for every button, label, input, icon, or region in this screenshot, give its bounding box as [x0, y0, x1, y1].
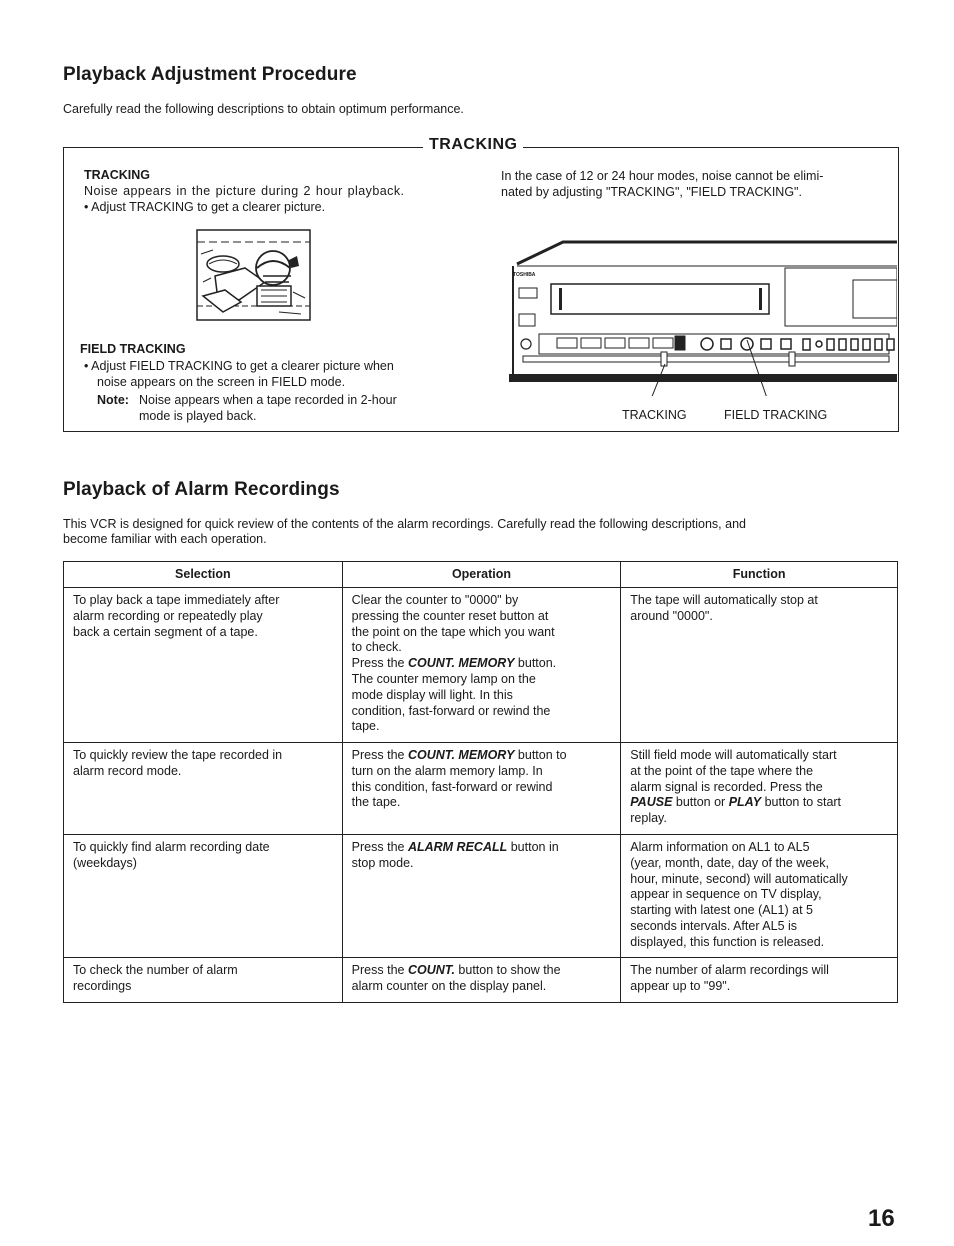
cell-line	[352, 780, 613, 796]
cell-line	[630, 795, 889, 811]
text-segment: seconds intervals. After AL5 is	[630, 918, 798, 933]
cell-function	[621, 743, 898, 835]
text-segment: button to start	[761, 795, 842, 810]
text-segment: tape.	[351, 719, 380, 734]
cell-function	[621, 588, 898, 743]
text-segment: alarm counter on the display panel.	[351, 978, 547, 993]
text-segment: Press the	[351, 748, 408, 762]
cell-line	[352, 719, 613, 735]
cell-line	[630, 979, 889, 995]
cell-line	[352, 609, 613, 625]
table-row	[64, 835, 898, 958]
text-segment: mode display will light. In this	[351, 687, 513, 702]
text-segment: The counter memory lamp on the	[351, 671, 536, 686]
cell-selection	[64, 743, 343, 835]
section-title-playback-adjustment: Playback Adjustment Procedure	[63, 64, 357, 85]
cell-line	[630, 840, 889, 856]
cell-line: alarm record mode.	[73, 763, 182, 778]
text-segment: button.	[514, 656, 557, 671]
cell-line	[630, 593, 889, 609]
page-number: 16	[868, 1205, 895, 1232]
noisy-picture-illustration	[195, 228, 313, 322]
button-name-emphasis: ALARM RECALL	[407, 840, 508, 854]
cell-operation	[342, 835, 621, 958]
text-segment: hour, minute, second) will automatically	[630, 871, 848, 886]
text-segment: The tape will automatically stop at	[630, 593, 818, 607]
cell-line	[630, 764, 889, 780]
table-row	[64, 743, 898, 835]
text-segment: Clear the counter to "0000" by	[351, 593, 519, 607]
text-segment: around "0000".	[630, 608, 713, 623]
text-segment: appear up to "99".	[630, 978, 731, 993]
text-segment: to check.	[351, 640, 402, 655]
section-title-alarm-recordings: Playback of Alarm Recordings	[63, 479, 340, 500]
cell-line: recordings	[73, 978, 132, 993]
cell-line	[352, 656, 613, 672]
text-segment: the tape.	[351, 795, 401, 810]
cell-line: To quickly find alarm recording date	[73, 840, 270, 854]
tracking-box-title: TRACKING	[423, 136, 523, 154]
text-segment: this condition, fast-forward or rewind	[351, 779, 553, 794]
text-segment: at the point of the tape where the	[630, 763, 814, 778]
section2-intro-line1: This VCR is designed for quick review of the contents of the alarm recordings. Carefully read the following descriptions, and	[63, 517, 746, 531]
text-segment: condition, fast-forward or rewind the	[351, 703, 551, 718]
text-segment: the point on the tape which you want	[351, 624, 555, 639]
text-segment: Alarm information on AL1 to AL5	[630, 840, 810, 854]
table-header-row	[64, 562, 898, 588]
cell-line	[352, 593, 613, 609]
button-name-emphasis: PLAY	[728, 795, 762, 810]
cell-line	[352, 688, 613, 704]
cell-operation	[342, 743, 621, 835]
note-label: Note:	[97, 393, 129, 407]
cell-line: To check the number of alarm	[73, 963, 238, 977]
text-segment: button or	[672, 795, 729, 810]
cell-line	[352, 625, 613, 641]
button-name-emphasis: COUNT.	[407, 963, 455, 977]
cell-line: back a certain segment of a tape.	[73, 624, 258, 639]
callout-tracking-label: TRACKING	[622, 408, 687, 422]
cell-line	[630, 887, 889, 903]
cell-line	[352, 764, 613, 780]
alarm-playback-table	[63, 561, 898, 1003]
vcr-brand-label: TOSHIBA	[513, 272, 536, 278]
text-segment: turn on the alarm memory lamp. In	[351, 763, 543, 778]
text-segment: Press the	[351, 656, 408, 671]
text-segment: button to	[514, 748, 567, 762]
cell-line	[630, 935, 889, 951]
cell-line	[630, 811, 889, 827]
cell-line: To play back a tape immediately after	[73, 593, 280, 607]
cell-line: (weekdays)	[73, 855, 137, 870]
cell-line	[630, 748, 889, 764]
text-segment: Press the	[351, 963, 408, 977]
table-row	[64, 588, 898, 743]
cell-line	[352, 640, 613, 656]
field-tracking-bullet-line2: noise appears on the screen in FIELD mode.	[97, 375, 346, 389]
cell-operation	[342, 588, 621, 743]
header-function: Function	[621, 562, 898, 588]
text-segment: Still field mode will automatically start	[630, 748, 837, 762]
header-operation: Operation	[342, 562, 621, 588]
cell-selection	[64, 835, 343, 958]
text-segment: replay.	[630, 811, 667, 826]
button-name-emphasis: PAUSE	[630, 795, 673, 810]
button-name-emphasis: COUNT. MEMORY	[407, 748, 515, 762]
cell-line	[630, 780, 889, 796]
cell-line	[630, 856, 889, 872]
cell-line	[352, 795, 613, 811]
cell-line	[630, 872, 889, 888]
cell-line: alarm recording or repeatedly play	[73, 608, 263, 623]
text-segment: stop mode.	[351, 855, 414, 870]
cell-line	[352, 704, 613, 720]
cell-operation	[342, 958, 621, 1003]
tracking-bullet: • Adjust TRACKING to get a clearer picture.	[84, 200, 326, 214]
cell-line	[630, 609, 889, 625]
cell-line	[352, 963, 613, 979]
vcr-front-panel-illustration	[503, 236, 897, 396]
section2-intro-line2: become familiar with each operation.	[63, 532, 267, 546]
note-line2: mode is played back.	[139, 409, 257, 423]
text-segment: appear in sequence on TV display,	[630, 887, 822, 902]
cell-line	[630, 903, 889, 919]
text-segment: button to show the	[454, 963, 561, 977]
tracking-heading: TRACKING	[84, 168, 150, 182]
tracking-right-line2: nated by adjusting "TRACKING", "FIELD TRACKING".	[501, 185, 802, 199]
text-segment: displayed, this function is released.	[630, 934, 825, 949]
cell-selection	[64, 588, 343, 743]
text-segment: alarm signal is recorded. Press the	[630, 779, 823, 794]
note-line1: Noise appears when a tape recorded in 2-hour	[139, 393, 397, 407]
cell-line	[352, 979, 613, 995]
cell-line	[630, 963, 889, 979]
tracking-description: Noise appears in the picture during 2 hour playback.	[84, 184, 405, 198]
cell-line	[630, 919, 889, 935]
cell-line	[352, 672, 613, 688]
cell-line	[352, 748, 613, 764]
section-intro: Carefully read the following descriptions to obtain optimum performance.	[63, 102, 464, 116]
table-row	[64, 958, 898, 1003]
field-tracking-bullet-line1: • Adjust FIELD TRACKING to get a clearer picture when	[84, 359, 394, 373]
text-segment: The number of alarm recordings will	[630, 963, 829, 977]
tracking-right-line1: In the case of 12 or 24 hour modes, noise cannot be elimi-	[501, 169, 824, 183]
cell-function	[621, 835, 898, 958]
cell-line: To quickly review the tape recorded in	[73, 748, 283, 762]
button-name-emphasis: COUNT. MEMORY	[407, 656, 515, 671]
cell-line	[352, 856, 613, 872]
cell-line	[352, 840, 613, 856]
callout-field-tracking-label: FIELD TRACKING	[724, 408, 828, 422]
text-segment: button in	[507, 840, 559, 854]
text-segment: pressing the counter reset button at	[351, 608, 549, 623]
cell-selection	[64, 958, 343, 1003]
field-tracking-heading: FIELD TRACKING	[80, 342, 186, 356]
header-selection: Selection	[64, 562, 343, 588]
cell-function	[621, 958, 898, 1003]
text-segment: Press the	[351, 840, 408, 854]
text-segment: (year, month, date, day of the week,	[630, 855, 829, 870]
text-segment: starting with latest one (AL1) at 5	[630, 903, 813, 918]
